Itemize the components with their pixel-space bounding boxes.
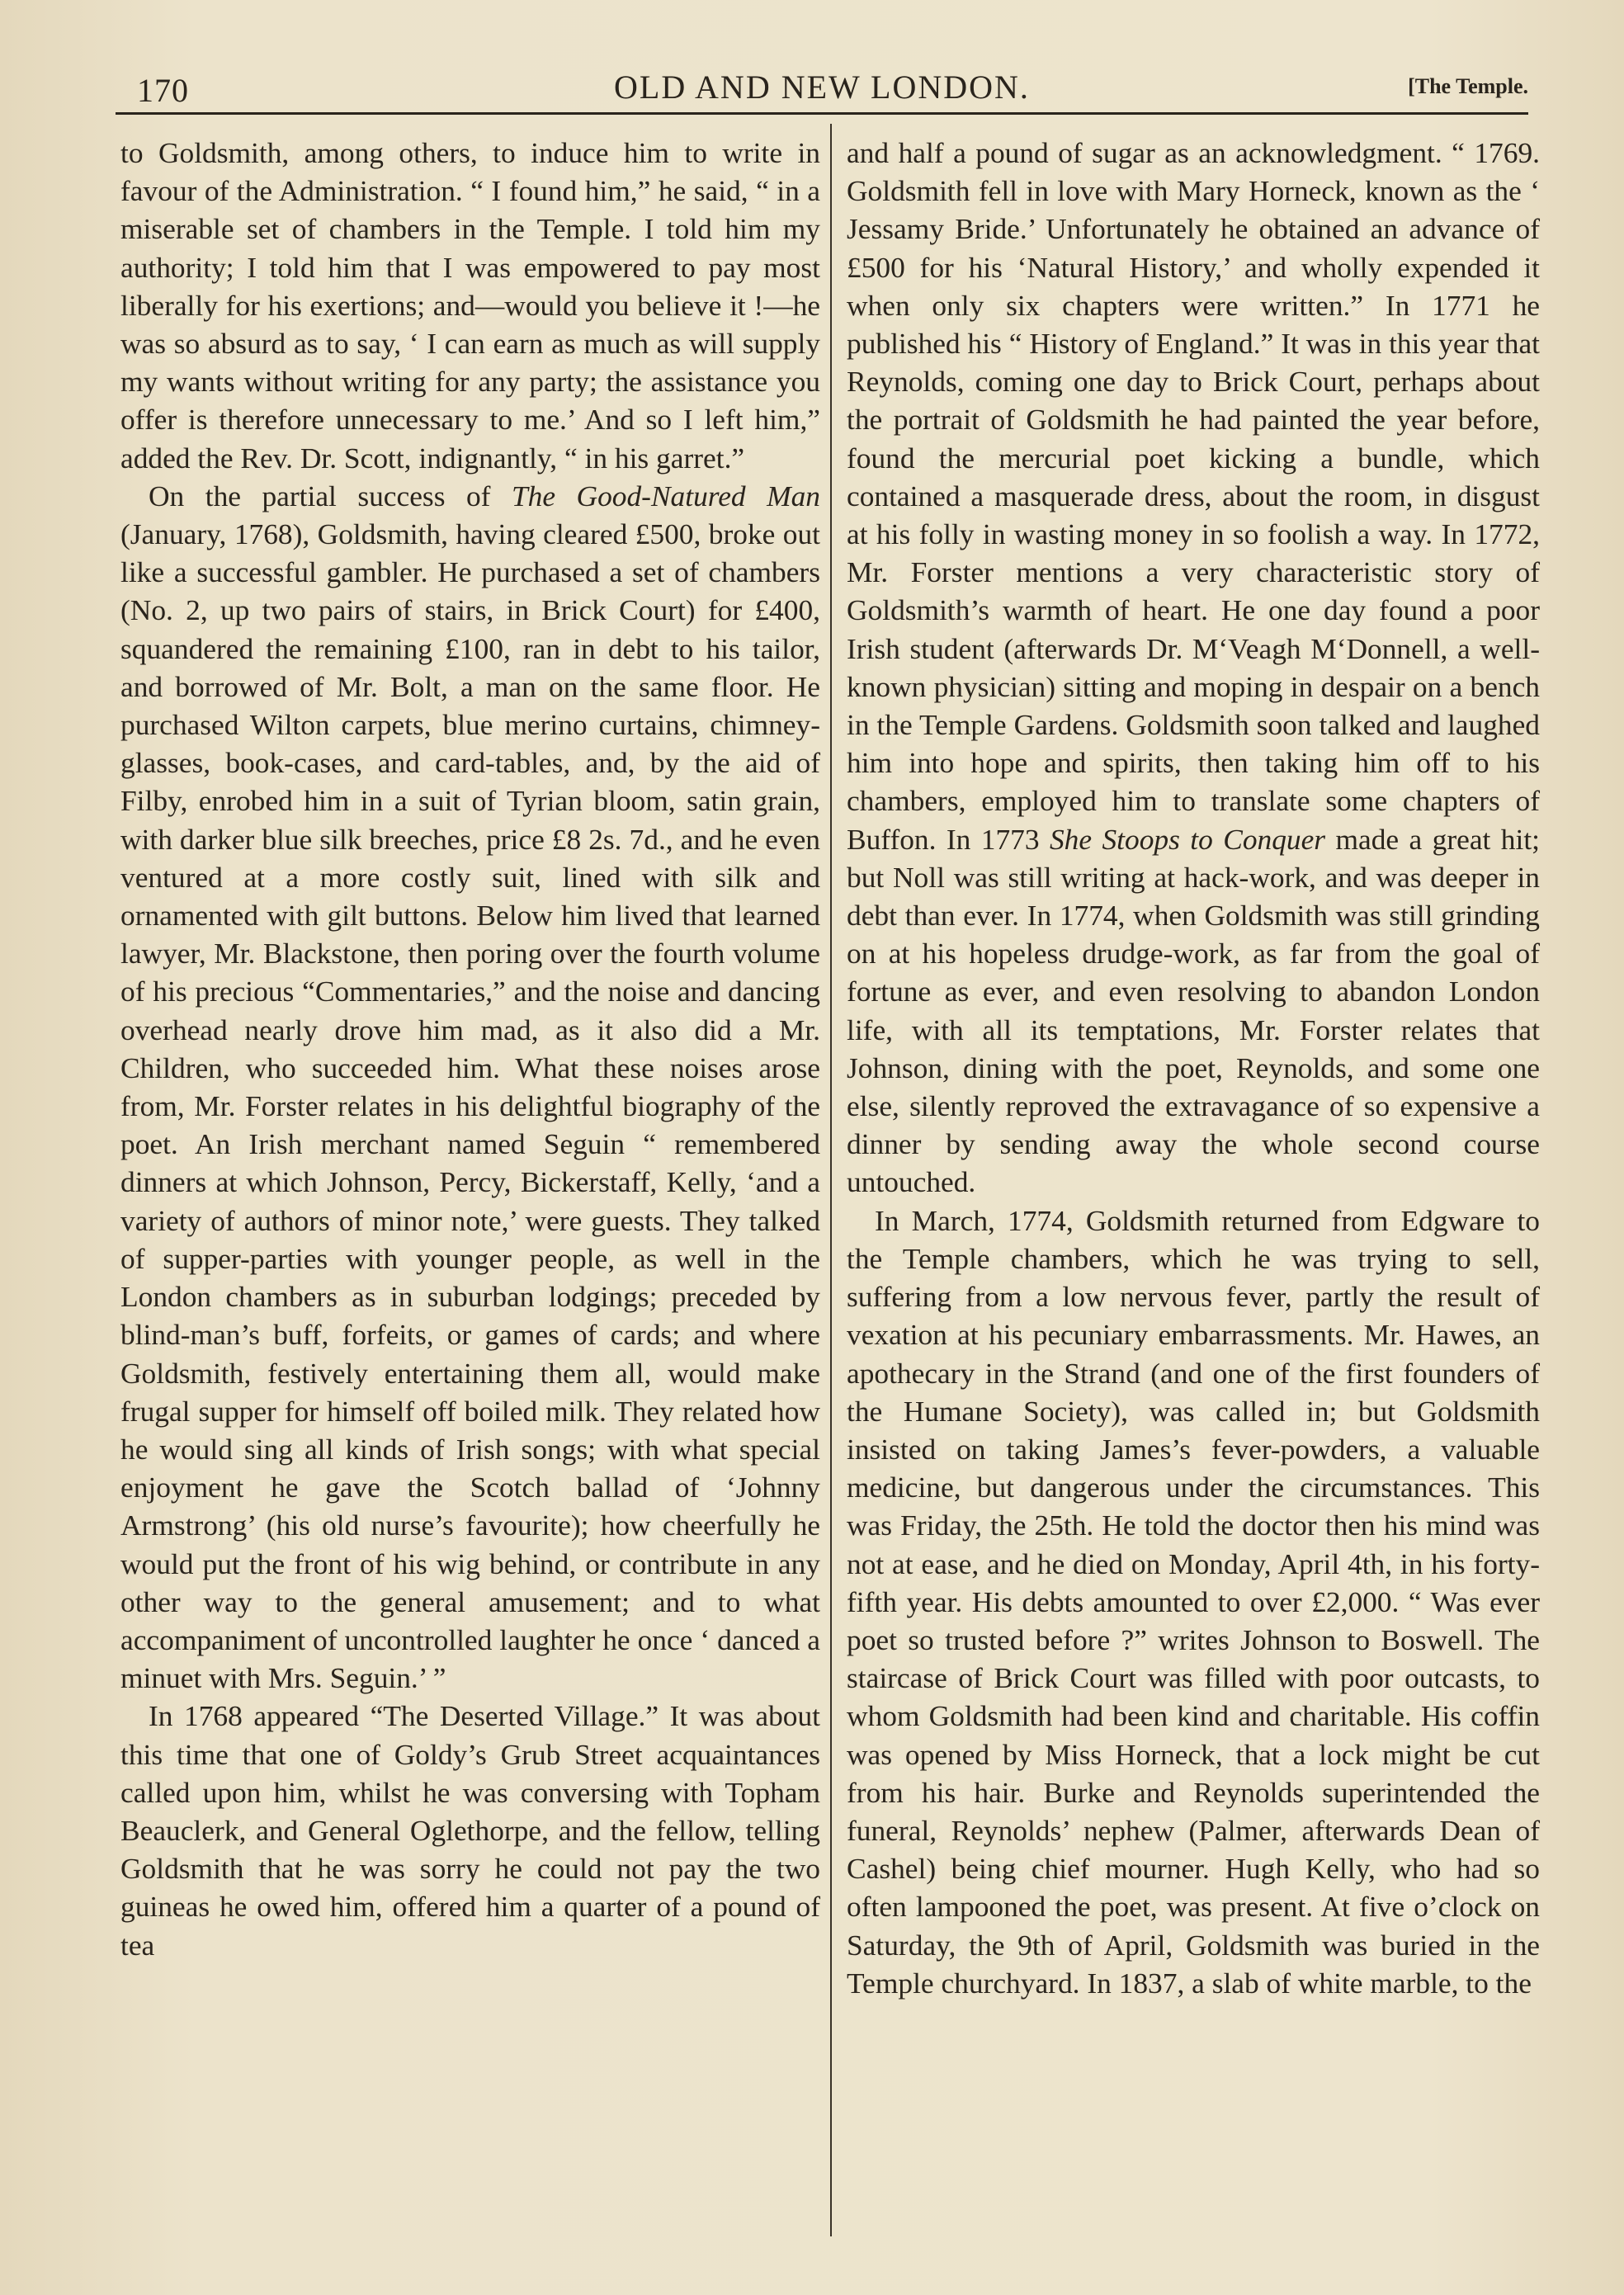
right-column xyxy=(847,134,1540,2002)
header-rule xyxy=(116,112,1528,115)
column-divider xyxy=(830,124,832,2236)
section-title: [The Temple. xyxy=(1408,74,1528,98)
text-run: In March, 1774, Goldsmith returned from Edgware to the Temple chambers, which he was trying to sell, suffering from a low nervous fever, partly the result of vexation at his pecuniary embarrassments. Mr. Hawes, an apothecary in the Strand (and one of the first founders of the Humane Society), was called in; but Goldsmith insisted on taking James’s fever-powders, a valuable medicine, but dangerous under the circumstances. This was Friday, the 25th. He told the doctor then his mind was not at ease, and he died on Monday, April 4th, in his forty-fifth year. His debts amounted to over £2,000. “ Was ever poet so trusted before ?” writes Johnson to Boswell. The staircase of Brick Court was filled with poor outcasts, to whom Goldsmith had been kind and charitable. His coffin was opened by Miss Horneck, that a lock might be cut from his hair. Burke and Reynolds superintended the funeral, Reynolds’ nephew (Palmer, afterwards Dean of Cashel) being chief mourner. Hugh Kelly, who had so often lampooned the poet, was present. At five o’clock on Saturday, the 9th of April, Goldsmith was buried in the Temple churchyard. In 1837, a slab of white marble, to the xyxy=(847,1203,1540,2000)
left-column xyxy=(120,134,820,1964)
page-number: 170 xyxy=(137,72,189,109)
italic-title: She Stoops to Conquer xyxy=(1049,822,1326,856)
italic-title: The Good-Natured Man xyxy=(511,479,820,512)
running-header xyxy=(116,64,1528,114)
text-run: On the partial success of xyxy=(149,479,512,512)
paragraph xyxy=(120,477,820,1698)
paragraph xyxy=(847,1202,1540,2002)
text-run: In 1768 appeared “The Deserted Village.” It was about this time that one of Goldy’s Grub Street acquaintances called upon him, whilst he was conversing with Topham Beauclerk, and General Oglethorpe, and the fellow, telling Goldsmith that he was sorry he could not pay the two guineas he owed him, offered him a quarter of a pound of tea xyxy=(120,1699,820,1962)
paragraph xyxy=(120,1697,820,1963)
text-run: and half a pound of sugar as an acknowledgment. “ 1769. Goldsmith fell in love with Mary Horneck, known as the ‘ Jessamy Bride.’ Unfortunately he obtained an advance of £500 for his ‘Natural History,’ and wholly expended it when only six chapters were written.” In 1771 he published his “ History of England.” It was in this year that Reynolds, coming one day to Brick Court, perhaps about the portrait of Goldsmith he had painted the year before, found the mercurial poet kicking a bundle, which contained a masquerade dress, about the room, in disgust at his folly in wasting money in so foolish a way. In 1772, Mr. Forster mentions a very characteristic story of Goldsmith’s warmth of heart. He one day found a poor Irish student (afterwards Dr. M‘Veagh M‘Donnell, a well-known physician) sitting and moping in despair on a bench in the Temple Gardens. Goldsmith soon talked and laughed him into hope and spirits, then taking him off to his chambers, employed him to translate some chapters of Buffon. In 1773 xyxy=(847,136,1540,856)
text-run: made a great hit; but Noll was still writing at hack-work, and was deeper in debt than ever. In 1774, when Goldsmith was still grinding on at his hopeless drudge-work, as far from the goal of fortune as ever, and even resolving to abandon London life, with all its temptations, Mr. Forster relates that Johnson, dining with the poet, Reynolds, and some one else, silently reproved the extravagance of so expensive a dinner by sending away the whole second course untouched. xyxy=(847,822,1540,1199)
running-title: OLD AND NEW LONDON. xyxy=(614,68,1030,106)
text-run: to Goldsmith, among others, to induce him to write in favour of the Administration. “ I found him,” he said, “ in a miserable set of chambers in the Temple. I told him my authority; I told him that I was empowered to pay most liberally for his exertions; and—would you believe it !—he was so absurd as to say, ‘ I can earn as much as will supply my wants without writing for any party; the assistance you offer is therefore unnecessary to me.’ And so I left him,” added the Rev. Dr. Scott, indignantly, “ in his garret.” xyxy=(120,136,820,475)
paragraph xyxy=(120,134,820,477)
text-run: (January, 1768), Goldsmith, having cleared £500, broke out like a successful gambler. He purchased a set of chambers (No. 2, up two pairs of stairs, in Brick Court) for £400, squandered the remaining £100, ran in debt to his tailor, and borrowed of Mr. Bolt, a man on the same floor. He purchased Wilton carpets, blue merino curtains, chimney-glasses, book-cases, and card-tables, and, by the aid of Filby, enrobed him in a suit of Tyrian bloom, satin grain, with darker blue silk breeches, price £8 2s. 7d., and he even ventured at a more costly suit, lined with silk and ornamented with gilt buttons. Below him lived that learned lawyer, Mr. Blackstone, then poring over the fourth volume of his precious “Commentaries,” and the noise and dancing overhead nearly drove him mad, as it also did a Mr. Children, who succeeded him. What these noises arose from, Mr. Forster relates in his delightful biography of the poet. An Irish merchant named Seguin “ remembered dinners at which Johnson, Percy, Bickerstaff, Kelly, ‘and a variety of authors of minor note,’ were guests. They talked of supper-parties with younger people, as well in the London chambers as in suburban lodgings; preceded by blind-man’s buff, forfeits, or games of cards; and where Goldsmith, festively entertaining them all, would make frugal supper for himself off boiled milk. They related how he would sing all kinds of Irish songs; with what special enjoyment he gave the Scotch ballad of ‘Johnny Armstrong’ (his old nurse’s favourite); how cheerfully he would put the front of his wig behind, or contribute in any other way to the general amusement; and to what accompaniment of uncontrolled laughter he once ‘ danced a minuet with Mrs. Seguin.’ ” xyxy=(120,517,820,1695)
paragraph xyxy=(847,134,1540,1202)
